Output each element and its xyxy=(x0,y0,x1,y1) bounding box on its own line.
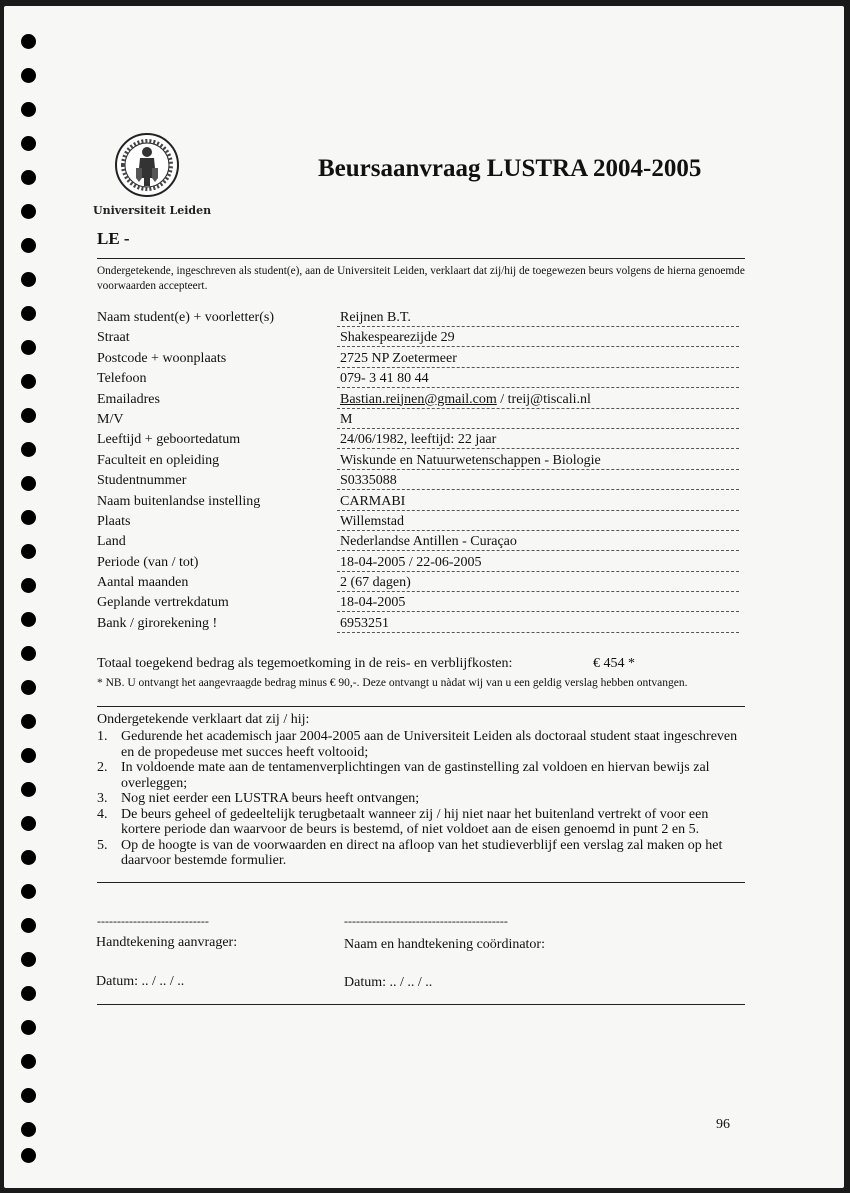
field-value: CARMABI xyxy=(337,494,739,511)
page-title: Beursaanvraag LUSTRA 2004-2005 xyxy=(318,155,702,182)
field-row-city xyxy=(97,512,742,532)
field-row-age xyxy=(97,430,742,450)
signature-label-coordinator: Naam en handtekening coördinator: xyxy=(344,937,545,952)
email-link[interactable]: Bastian.reijnen@gmail.com xyxy=(340,391,497,407)
field-row-period xyxy=(97,553,742,573)
binder-hole xyxy=(21,680,36,695)
field-value: Willemstad xyxy=(337,514,739,531)
binder-hole xyxy=(21,34,36,49)
university-logo xyxy=(93,132,212,217)
binder-hole xyxy=(21,884,36,899)
binder-hole xyxy=(21,408,36,423)
declaration-list xyxy=(97,729,742,869)
binder-hole xyxy=(21,952,36,967)
field-value: S0335088 xyxy=(337,473,739,490)
university-seal-icon xyxy=(114,132,180,198)
field-label: Naam buitenlandse instelling xyxy=(97,493,261,509)
field-label: Land xyxy=(97,534,126,550)
field-label: Naam student(e) + voorletter(s) xyxy=(97,310,274,325)
signature-line-coordinator: ----------------------------------------- xyxy=(344,914,508,928)
field-value: 079- 3 41 80 44 xyxy=(337,371,739,388)
field-label: Leeftijd + geboortedatum xyxy=(97,432,241,448)
signature-label-applicant: Handtekening aanvrager: xyxy=(96,935,238,950)
list-item: 3. Nog niet eerder een LUSTRA beurs heeft ontvangen; xyxy=(97,791,420,806)
field-label: Emailadres xyxy=(97,391,160,407)
field-value: Shakespearezijde 29 xyxy=(337,330,739,347)
intro-text: Ondergetekende, ingeschreven als student(e), aan de Universiteit Leiden, verklaart dat zij/hij de toegewezen beurs volgens de hierna genoemde voorwaarden accepteert. xyxy=(97,265,745,292)
field-row-departure xyxy=(97,593,742,613)
field-value: Wiskunde en Natuurwetenschappen - Biologie xyxy=(337,453,739,470)
binder-hole xyxy=(21,578,36,593)
binder-hole xyxy=(21,1148,36,1163)
list-item: 1. Gedurende het academisch jaar 2004-2005 aan de Universiteit Leiden als doctoraal student staat ingeschreven en de propedeuse met succes heeft voltooid; xyxy=(97,729,738,760)
binder-hole xyxy=(21,340,36,355)
binder-hole xyxy=(21,306,36,321)
field-row-institution xyxy=(97,492,742,512)
field-row-email xyxy=(97,390,742,410)
binder-hole xyxy=(21,782,36,797)
field-row-student-number xyxy=(97,471,742,491)
binder-hole xyxy=(21,204,36,219)
binder-hole xyxy=(21,714,36,729)
divider xyxy=(97,1004,745,1005)
field-label: Aantal maanden xyxy=(97,575,189,591)
field-label: Studentnummer xyxy=(97,473,187,489)
reference-code: LE - xyxy=(97,229,130,248)
institution-name: Universiteit Leiden xyxy=(93,204,212,217)
binder-hole xyxy=(21,816,36,831)
field-label: Postcode + woonplaats xyxy=(97,350,227,366)
field-value: 18-04-2005 / 22-06-2005 xyxy=(337,555,739,572)
binder-hole xyxy=(21,544,36,559)
field-value: 2 (67 dagen) xyxy=(337,575,739,592)
binder-hole xyxy=(21,170,36,185)
binder-hole xyxy=(21,510,36,525)
binder-hole xyxy=(21,918,36,933)
divider xyxy=(97,258,745,259)
field-value xyxy=(337,392,739,409)
date-applicant: Datum: .. / .. / .. xyxy=(96,974,185,989)
binder-hole xyxy=(21,1020,36,1035)
date-coordinator: Datum: .. / .. / .. xyxy=(344,975,433,990)
binder-hole xyxy=(21,986,36,1001)
signature-line-applicant: ---------------------------- xyxy=(97,914,209,928)
field-value: 24/06/1982, leeftijd: 22 jaar xyxy=(337,432,739,449)
divider xyxy=(97,706,745,707)
field-label: Geplande vertrekdatum xyxy=(97,595,229,611)
binder-hole xyxy=(21,1054,36,1069)
binder-hole xyxy=(21,272,36,287)
field-row-bank xyxy=(97,614,742,634)
page-number: 96 xyxy=(716,1117,730,1132)
field-value: M xyxy=(337,412,739,429)
field-value: Reijnen B.T. xyxy=(337,310,739,327)
field-label: Plaats xyxy=(97,513,131,529)
field-label: Straat xyxy=(97,330,130,346)
footnote: * NB. U ontvangt het aangevraagde bedrag minus € 90,-. Deze ontvangt u nàdat wij van u een geldig verslag hebben ontvangen. xyxy=(97,677,688,689)
binder-hole xyxy=(21,136,36,151)
field-row-months xyxy=(97,573,742,593)
declaration-intro: Ondergetekende verklaart dat zij / hij: xyxy=(97,712,310,727)
list-item: 4. De beurs geheel of gedeeltelijk terugbetaalt wanneer zij / hij niet naar het buitenland vertrekt of voor een kortere periode dan waarvoor de beurs is bestemd, of niet voldoet aan de eisen genoemd in punt 2 en 5. xyxy=(97,806,709,837)
binder-hole xyxy=(21,102,36,117)
field-label: Periode (van / tot) xyxy=(97,554,199,570)
binder-hole xyxy=(21,238,36,253)
binder-hole xyxy=(21,1088,36,1103)
field-value: Nederlandse Antillen - Curaçao xyxy=(337,534,739,551)
field-label: Faculteit en opleiding xyxy=(97,452,220,468)
field-row-phone xyxy=(97,369,742,389)
total-label: Totaal toegekend bedrag als tegemoetkoming in de reis- en verblijfkosten: xyxy=(97,656,513,671)
binder-hole xyxy=(21,1122,36,1137)
student-fields xyxy=(97,308,742,634)
list-item: 5. Op de hoogte is van de voorwaarden en direct na afloop van het studieverblijf een verslag zal maken op het daarvoor bestemde formulier. xyxy=(97,837,723,868)
field-row-postcode xyxy=(97,349,742,369)
field-value: 6953251 xyxy=(337,616,739,633)
binder-hole xyxy=(21,68,36,83)
binder-hole xyxy=(21,646,36,661)
field-label: M/V xyxy=(97,411,124,427)
email-secondary: / treij@tiscali.nl xyxy=(496,391,591,407)
field-row-street xyxy=(97,328,742,348)
field-label: Bank / girorekening ! xyxy=(97,615,218,631)
field-row-country xyxy=(97,532,742,552)
field-row-faculty xyxy=(97,451,742,471)
binder-hole xyxy=(21,374,36,389)
divider xyxy=(97,882,745,883)
field-label: Telefoon xyxy=(97,371,147,387)
binder-hole xyxy=(21,850,36,865)
binder-hole xyxy=(21,442,36,457)
field-value: 2725 NP Zoetermeer xyxy=(337,351,739,368)
binder-hole xyxy=(21,748,36,763)
binder-hole xyxy=(21,612,36,627)
field-row-gender xyxy=(97,410,742,430)
field-row-name xyxy=(97,308,742,328)
list-item: 2. In voldoende mate aan de tentamenverplichtingen van de gastinstelling zal voldoen en hiervan bewijs zal overleggen; xyxy=(97,760,710,791)
binder-hole xyxy=(21,476,36,491)
field-value: 18-04-2005 xyxy=(337,595,739,612)
total-amount: € 454 * xyxy=(593,656,635,671)
